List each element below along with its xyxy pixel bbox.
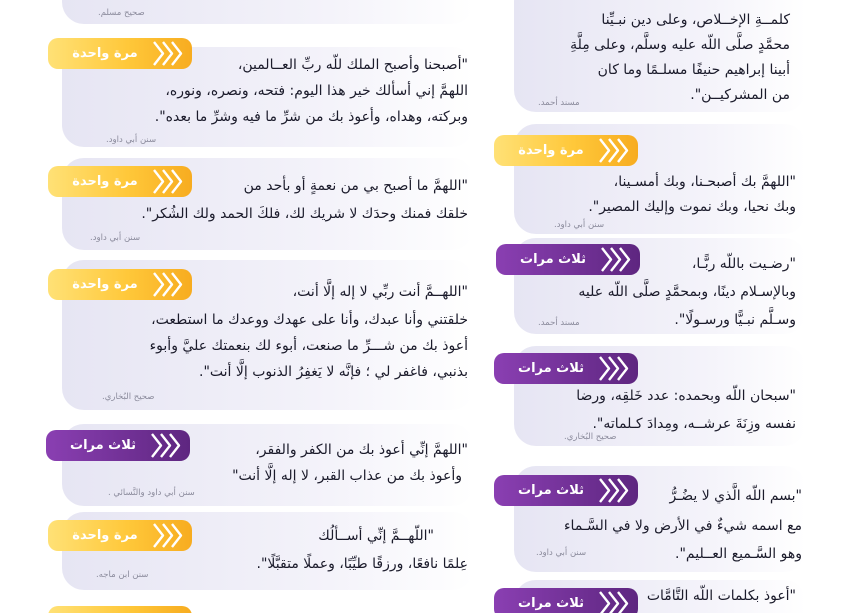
dhikr-line: كلمــةِ الإخــلاص، وعلى دين نبـيِّنا <box>601 12 790 28</box>
repeat-badge-thrice <box>494 475 638 506</box>
dhikr-line: أعوذ بك من شـــرِّ ما صنعت، أبوء لك بنعمتك عليَّ وأبوء <box>149 338 468 354</box>
badge-label: مرة واحدة <box>72 46 138 61</box>
dhikr-line: "اللهمَّ ما أصبح بي من نعمةٍ أو بأحد من <box>243 178 468 194</box>
dhikr-line: اللهمَّ إني أسألك خير هذا اليوم: فتحه، ونصره، ونوره، <box>165 83 468 99</box>
dhikr-line: وسـلَّم نبـيًّا ورسـولًا". <box>674 312 796 328</box>
dhikr-source: سنن أبي داود. <box>536 548 587 558</box>
repeat-badge-once <box>48 38 192 69</box>
chevron-arrows-icon <box>594 475 634 506</box>
chevron-arrows-icon <box>148 269 188 300</box>
repeat-badge-once <box>48 166 192 197</box>
dhikr-source: سنن أبي داود والنَّسائي . <box>108 488 195 498</box>
dhikr-line: "سبحان اللّه وبحمده: عدد خَلقِه، ورضا <box>576 388 796 404</box>
dhikr-line: وأعوذ بك من عذاب القبر، لا إله إلَّا أنت" <box>232 468 462 484</box>
badge-label: ثلاث مرات <box>520 252 586 267</box>
dhikr-line: نفسه وزِنَةَ عرشــه، ومِدادَ كـلماته". <box>592 416 796 432</box>
dhikr-line: وبركته، وهداه، وأعوذ بك من شرِّ ما فيه وشرِّ ما بعده". <box>154 109 468 125</box>
badge-label: مرة واحدة <box>72 277 138 292</box>
dhikr-source: صحيح مسلم. <box>98 8 145 18</box>
dhikr-source: مسند أحمد. <box>538 318 580 328</box>
repeat-badge-partial <box>48 606 192 613</box>
chevron-arrows-icon <box>148 38 188 69</box>
badge-label: ثلاث مرات <box>70 438 136 453</box>
dhikr-card <box>514 0 806 112</box>
repeat-badge-thrice <box>496 244 640 275</box>
dhikr-line: "اللهــمَّ أنت ربِّي لا إله إلَّا أنت، <box>292 284 468 300</box>
dhikr-line: "اللهمَّ إنِّي أعوذ بك من الكفر والفقر، <box>255 442 468 458</box>
repeat-badge-once <box>48 520 192 551</box>
dhikr-line: وبالإسـلام دينًا، وبمحمَّدٍ صلَّى اللّه عليه <box>578 284 796 300</box>
dhikr-source: سنن أبي داود. <box>106 135 157 145</box>
repeat-badge-thrice <box>494 588 638 613</box>
dhikr-line: بذنبي، فاغفر لي ؛ فإنَّه لا يَغفِرُ الذنوب إلَّا أنت". <box>199 364 468 380</box>
dhikr-source: سنن أبي داود. <box>554 220 605 230</box>
dhikr-line: خلقتني وأنا عبدك، وأنا على عهدك ووعدك ما استطعت، <box>151 312 468 328</box>
dhikr-line: محمَّدٍ صلَّى اللّه عليه وسلَّم، وعلى مِلَّةِ <box>570 37 790 53</box>
chevron-arrows-icon <box>596 244 636 275</box>
chevron-arrows-icon <box>148 520 188 551</box>
dhikr-line: أبينا إبراهيم حنيفًا مسلـمًا وما كان <box>597 62 790 78</box>
dhikr-line: عِلمًا نافعًا، ورزقًا طيِّبًا، وعملًا متقبَّلًا". <box>256 556 468 572</box>
badge-label: مرة واحدة <box>72 174 138 189</box>
dhikr-line: من المشركيــن". <box>690 87 790 103</box>
badge-label: ثلاث مرات <box>518 483 584 498</box>
dhikr-line: خلقك فمنك وحدَك لا شريك لك، فلكَ الحمد ولك الشُكر". <box>141 206 468 222</box>
badge-label: ثلاث مرات <box>518 596 584 611</box>
chevron-arrows-icon <box>594 588 634 613</box>
dhikr-line: "رضـيت باللّه ربًّـا، <box>691 256 796 272</box>
badge-label: مرة واحدة <box>72 528 138 543</box>
chevron-arrows-icon <box>594 135 634 166</box>
dhikr-line: "اللهمَّ بك أصبحـنا، وبك أمسـينا، <box>613 174 796 190</box>
dhikr-line: وهو السَّـميع العــليم". <box>675 546 802 562</box>
badge-label: ثلاث مرات <box>518 361 584 376</box>
dhikr-source: مسند أحمد. <box>538 98 580 108</box>
repeat-badge-thrice <box>494 353 638 384</box>
repeat-badge-once <box>494 135 638 166</box>
dhikr-line: "أعوذ بكلمات اللّه التَّامَّات <box>646 588 796 604</box>
dhikr-line: وبك نحيا، وبك نموت وإليك المصير". <box>588 199 796 215</box>
dhikr-source: سنن أبي داود. <box>90 233 141 243</box>
dhikr-source: صحيح البُخاري. <box>102 392 155 402</box>
repeat-badge-thrice <box>46 430 190 461</box>
dhikr-line: مع اسمه شيءٌ في الأرض ولا في السَّـماء <box>563 518 802 534</box>
dhikr-card <box>62 0 474 24</box>
chevron-arrows-icon <box>594 353 634 384</box>
chevron-arrows-icon <box>148 166 188 197</box>
repeat-badge-once <box>48 269 192 300</box>
chevron-arrows-icon <box>146 430 186 461</box>
dhikr-source: صحيح البُخاري. <box>564 432 617 442</box>
dhikr-line: "اللّهــمَّ إنِّي أســألُك <box>318 528 434 544</box>
dhikr-line: "بسم اللّه الَّذي لا يضُـرُّ <box>669 488 802 504</box>
badge-label: مرة واحدة <box>518 143 584 158</box>
dhikr-source: سنن ابن ماجه. <box>96 570 149 580</box>
dhikr-line: "أصبحنا وأصبح الملك للّه ربِّ العــالمين، <box>237 57 468 73</box>
